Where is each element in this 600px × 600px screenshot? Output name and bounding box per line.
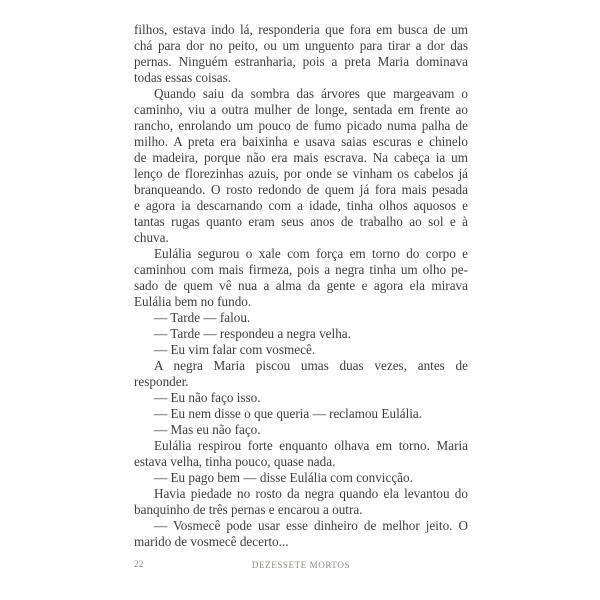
page-number: 22 [134,560,144,570]
text-line: estava velha, tinha pouco, quase nada. [134,454,336,469]
text-line: responder. [134,374,189,389]
text-line: caminhou com mais firmeza, pois a negra tinha um olho pe- [134,262,468,277]
text-line: A negra Maria piscou umas duas vezes, antes de [154,358,468,373]
text-line: — Mas eu não faço. [154,422,261,437]
text-line: marido de vosmecê decerto... [134,534,289,549]
text-line: sado de quem vê nua a alma da gente e agora ela mirava [134,278,468,293]
text-line: — Eu nem disse o que queria — reclamou Eulália. [154,406,423,421]
text-line: — Tarde — respondeu a negra velha. [154,326,351,341]
text-block [134,22,468,550]
text-line: — Eu pago bem — disse Eulália com convicção. [154,470,413,485]
text-line: Eulália respirou forte enquanto olhava em torno. Maria [154,438,468,453]
text-line: chá para dor no peito, ou um unguento para tirar a dor das [134,38,468,53]
text-line: — Tarde — falou. [154,310,251,325]
text-line: e agora ia descarnando com a idade, tinha olhos aquosos e [134,198,468,213]
text-line: lenço de florezinhas azuis, por onde se vinham os cabelos já [134,166,468,181]
text-line: Eulália segurou o xale com força em torno do corpo e [154,246,468,261]
text-line: Quando saiu da sombra das árvores que margeavam o [154,86,468,101]
text-line: filhos, estava indo lá, responderia que fora em busca de um [134,22,468,37]
text-line: todas essas coisas. [134,70,232,85]
text-line: de madeira, porque não era mais escrava. Na cabeça ia um [134,150,468,165]
text-line: milho. A preta era baixinha e usava saias escuras e chinelo [134,134,468,149]
text-line: pernas. Ninguém estranharia, pois a preta Maria dominava [134,54,468,69]
text-line: — Eu não faço isso. [154,390,261,405]
text-line: rancho, enrolando um pouco de fumo picado numa palha de [134,118,468,133]
running-title: DEZESSETE MORTOS [251,560,351,570]
text-line: Havia piedade no rosto da negra quando ela levantou do [154,486,468,501]
text-line: — Eu vim falar com vosmecê. [154,342,316,357]
text-line: caminho, viu a outra mulher de longe, sentada em frente ao [134,102,468,117]
text-line: tantas rugas quanto eram seus anos de trabalho ao sol e à [134,214,468,229]
text-line: chuva. [134,230,169,245]
text-line: — Vosmecê pode usar esse dinheiro de melhor jeito. O [154,518,468,533]
text-line: banquinho de três pernas e encarou a outra. [134,502,363,517]
page-footer [134,560,468,574]
text-line: Eulália bem no fundo. [134,294,252,309]
text-line: branqueando. O rosto redondo de quem já fora mais pesada [134,182,468,197]
